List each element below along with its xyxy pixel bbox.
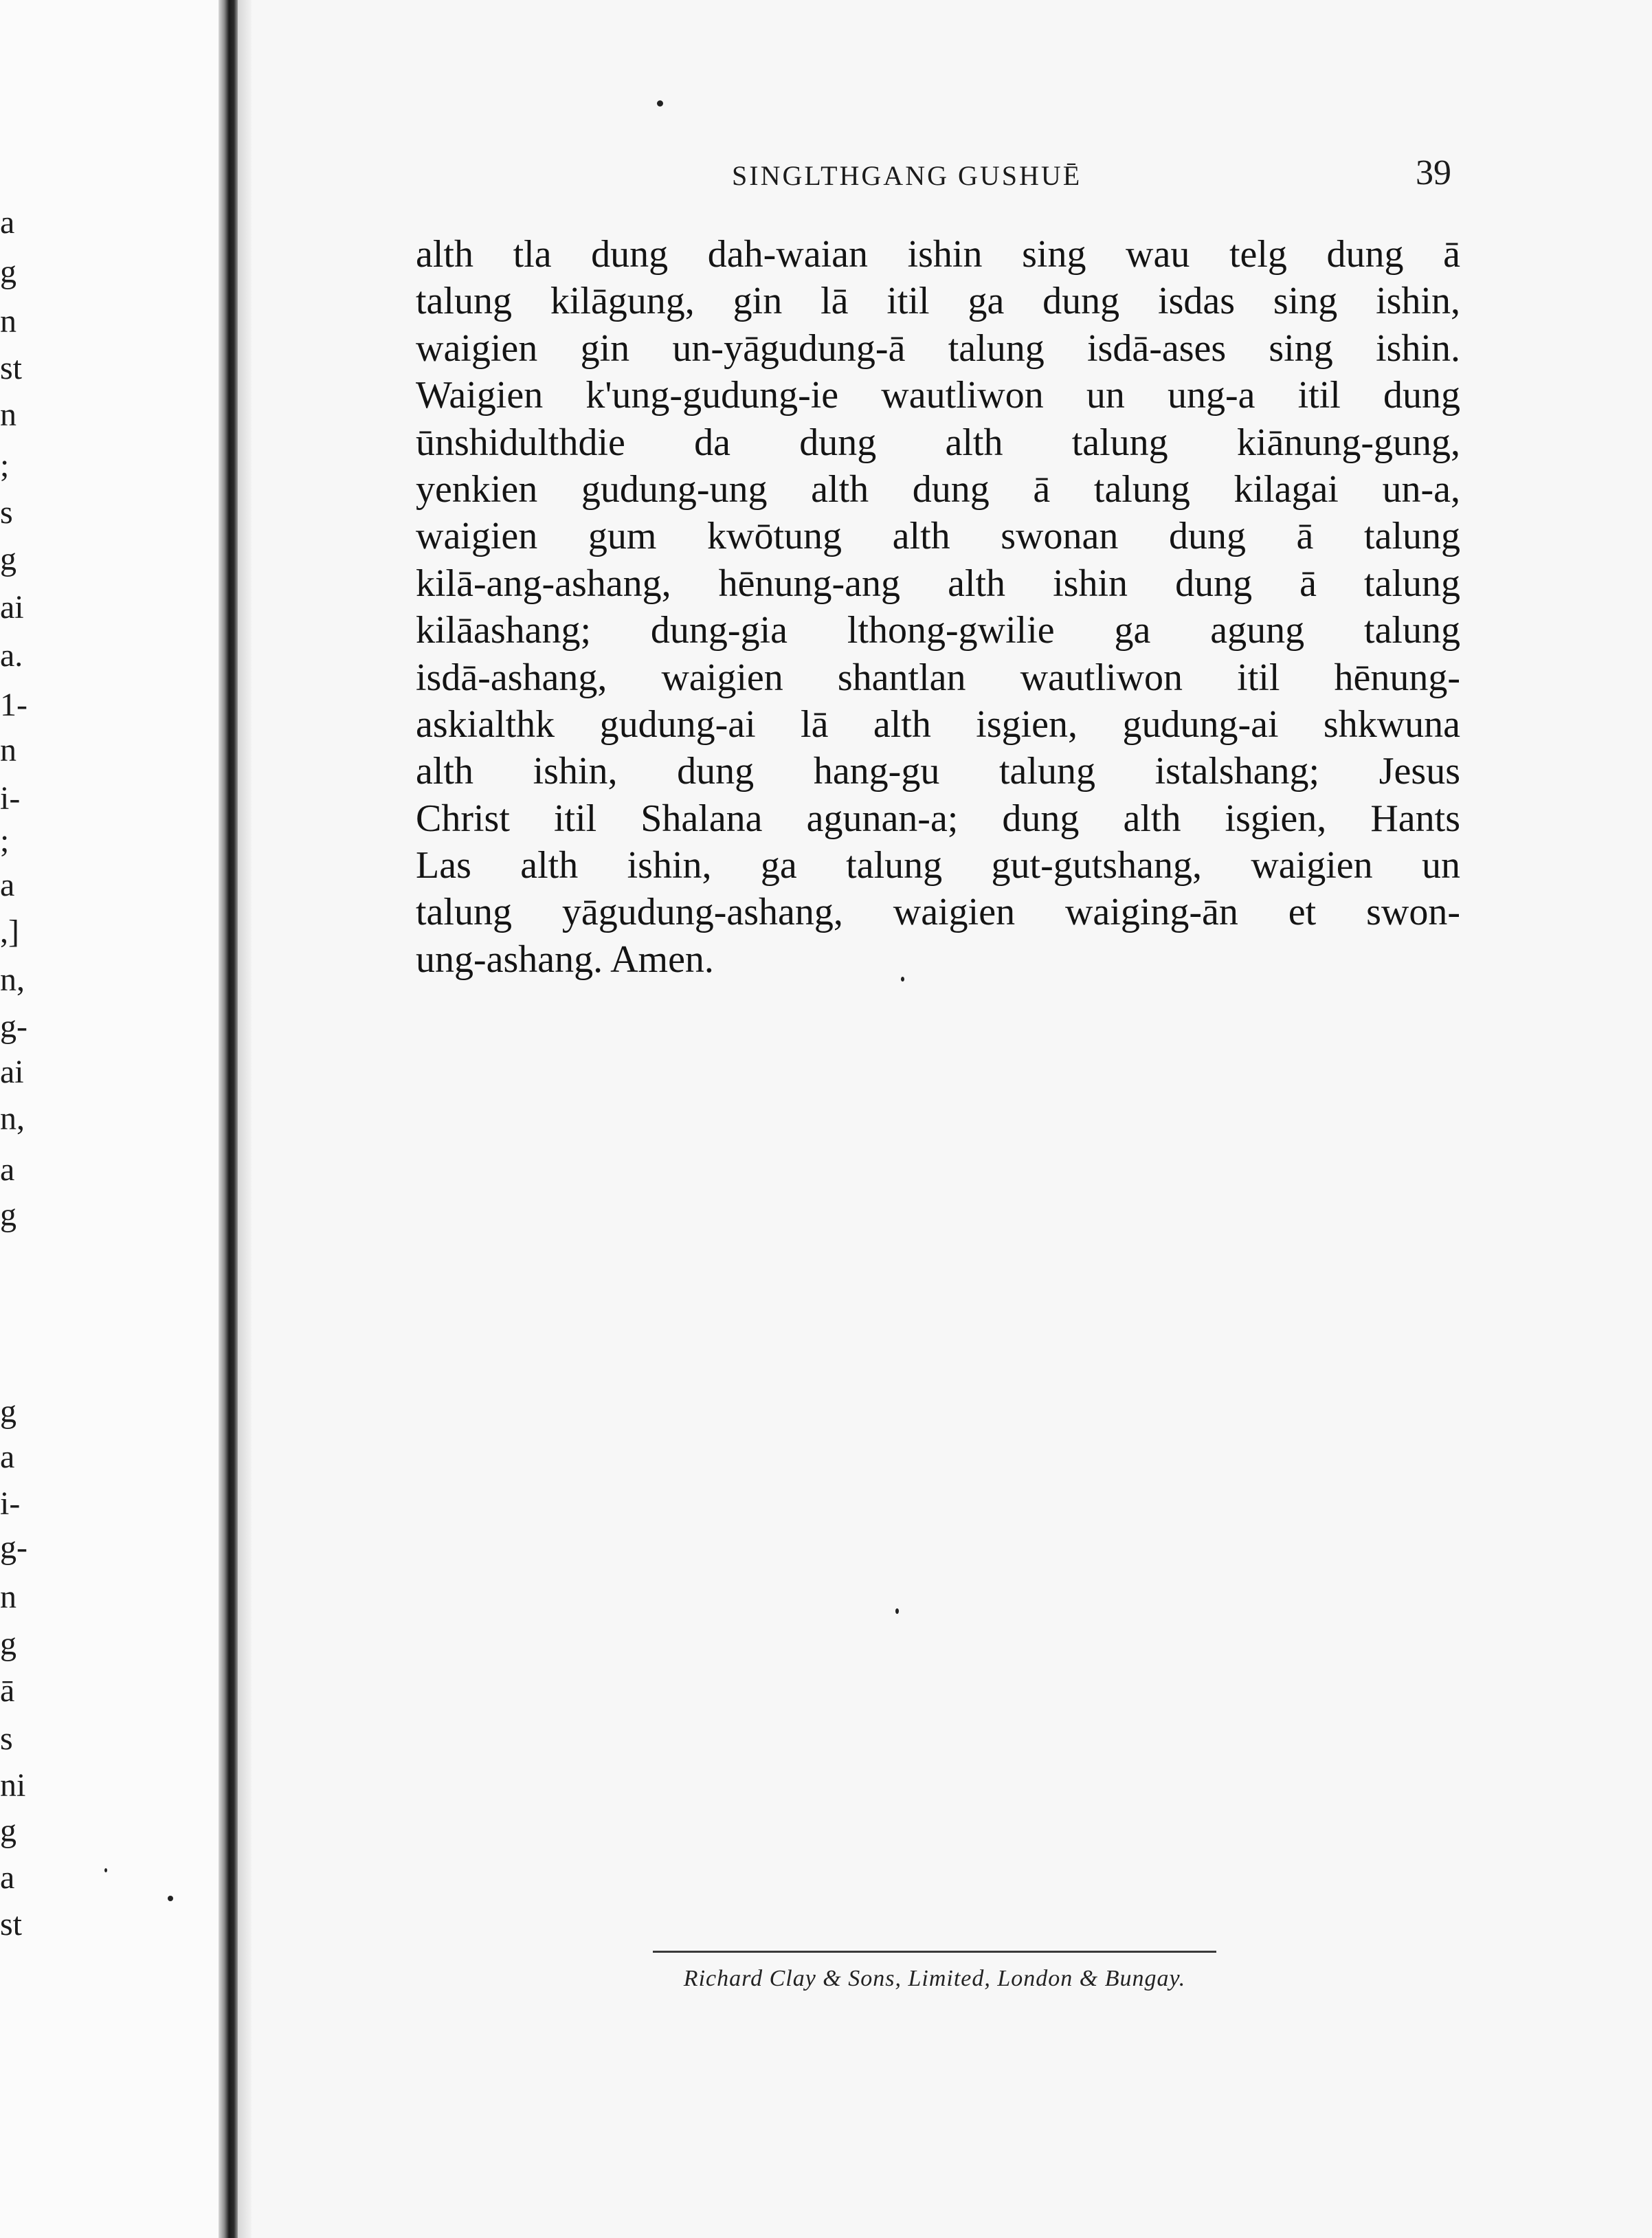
facing-page-fragment: n,	[0, 1100, 25, 1137]
facing-page-fragment: a.	[0, 637, 23, 674]
text-line: askialthk gudung-ai lā alth isgien, gudung-ai shkwuna	[416, 702, 1460, 746]
facing-page-fragment: ni	[0, 1767, 26, 1804]
facing-page-fragment: a	[0, 1859, 15, 1896]
facing-page-fragment: s	[0, 1720, 13, 1757]
facing-page-fragment: n,	[0, 962, 25, 998]
text-line: talung yāgudung-ashang, waigien waiging-ān et swon-	[416, 891, 1460, 934]
ink-speck	[168, 1896, 173, 1901]
ink-speck	[901, 977, 904, 982]
running-head: SINGLTHGANG GUSHUĒ	[732, 160, 1082, 191]
text-line: Christ itil Shalana agunan-a; dung alth isgien, Hants	[416, 797, 1460, 840]
ink-speck	[657, 100, 663, 107]
body-text	[416, 231, 1460, 983]
facing-page-fragment: ;	[0, 823, 10, 859]
page-edge	[238, 0, 252, 2238]
book-gutter	[219, 0, 238, 2238]
printer-imprint: Richard Clay & Sons, Limited, London & Bungay.	[683, 1966, 1186, 1991]
facing-page-fragment: n	[0, 1579, 16, 1615]
facing-page-fragment: st	[0, 350, 23, 386]
facing-page-fragment: g	[0, 1197, 16, 1233]
facing-page-fragment: s	[0, 494, 13, 531]
facing-page-fragment: g	[0, 1813, 16, 1849]
page-number: 39	[1416, 153, 1451, 192]
facing-page-fragment: a	[0, 867, 15, 903]
text-line: isdā-ashang, waigien shantlan wautliwon itil hēnung-	[416, 656, 1460, 699]
facing-page-fragment: n	[0, 303, 16, 340]
imprint-rule	[653, 1951, 1216, 1953]
facing-page-fragment: i-	[0, 780, 21, 817]
text-line: alth tla dung dah-waian ishin sing wau telg dung ā	[416, 233, 1460, 276]
facing-page-fragment: g	[0, 541, 16, 577]
facing-page-fragment: ā	[0, 1672, 15, 1709]
facing-page-fragment: g	[0, 1626, 16, 1662]
text-line: ung-ashang. Amen.	[416, 938, 714, 981]
text-line: waigien gin un-yāgudung-ā talung isdā-ases sing ishin.	[416, 326, 1460, 370]
facing-page-fragment: i-	[0, 1485, 21, 1522]
facing-page-fragment: 1-	[0, 687, 27, 723]
facing-page-fragment: g	[0, 1393, 16, 1430]
facing-page-fragment: g-	[0, 1008, 27, 1045]
ink-speck	[104, 1868, 107, 1872]
facing-page-fragment: n	[0, 732, 16, 768]
text-line: talung kilāgung, gin lā itil ga dung isdas sing ishin,	[416, 280, 1460, 323]
facing-page-fragment: ;	[0, 447, 10, 484]
text-line: kilā-ang-ashang, hēnung-ang alth ishin dung ā talung	[416, 562, 1460, 605]
text-line: yenkien gudung-ung alth dung ā talung kilagai un-a,	[416, 467, 1460, 511]
ink-speck	[895, 1608, 899, 1614]
text-line: ūnshidulthdie da dung alth talung kiānung-gung,	[416, 421, 1460, 464]
facing-page-text-fragments	[0, 0, 55, 2238]
facing-page-fragment: g-	[0, 1529, 27, 1566]
facing-page-fragment: a	[0, 1439, 15, 1475]
facing-page-fragment: n	[0, 397, 16, 433]
facing-page-fragment: a	[0, 204, 15, 241]
text-line: Las alth ishin, ga talung gut-gutshang, waigien un	[416, 844, 1460, 887]
facing-page-fragment: ,]	[0, 913, 19, 950]
facing-page-fragment: ai	[0, 589, 24, 625]
facing-page-fragment: st	[0, 1906, 23, 1942]
facing-page-fragment: ai	[0, 1054, 24, 1090]
facing-page-fragment: a	[0, 1151, 15, 1188]
text-line: alth ishin, dung hang-gu talung istalshang; Jesus	[416, 750, 1460, 793]
text-line: waigien gum kwōtung alth swonan dung ā talung	[416, 515, 1460, 558]
text-line: Waigien k'ung-gudung-ie wautliwon un ung-a itil dung	[416, 374, 1460, 417]
text-line: kilāashang; dung-gia lthong-gwilie ga agung talung	[416, 609, 1460, 652]
facing-page-fragment: g	[0, 254, 16, 290]
facing-page	[0, 0, 219, 2238]
